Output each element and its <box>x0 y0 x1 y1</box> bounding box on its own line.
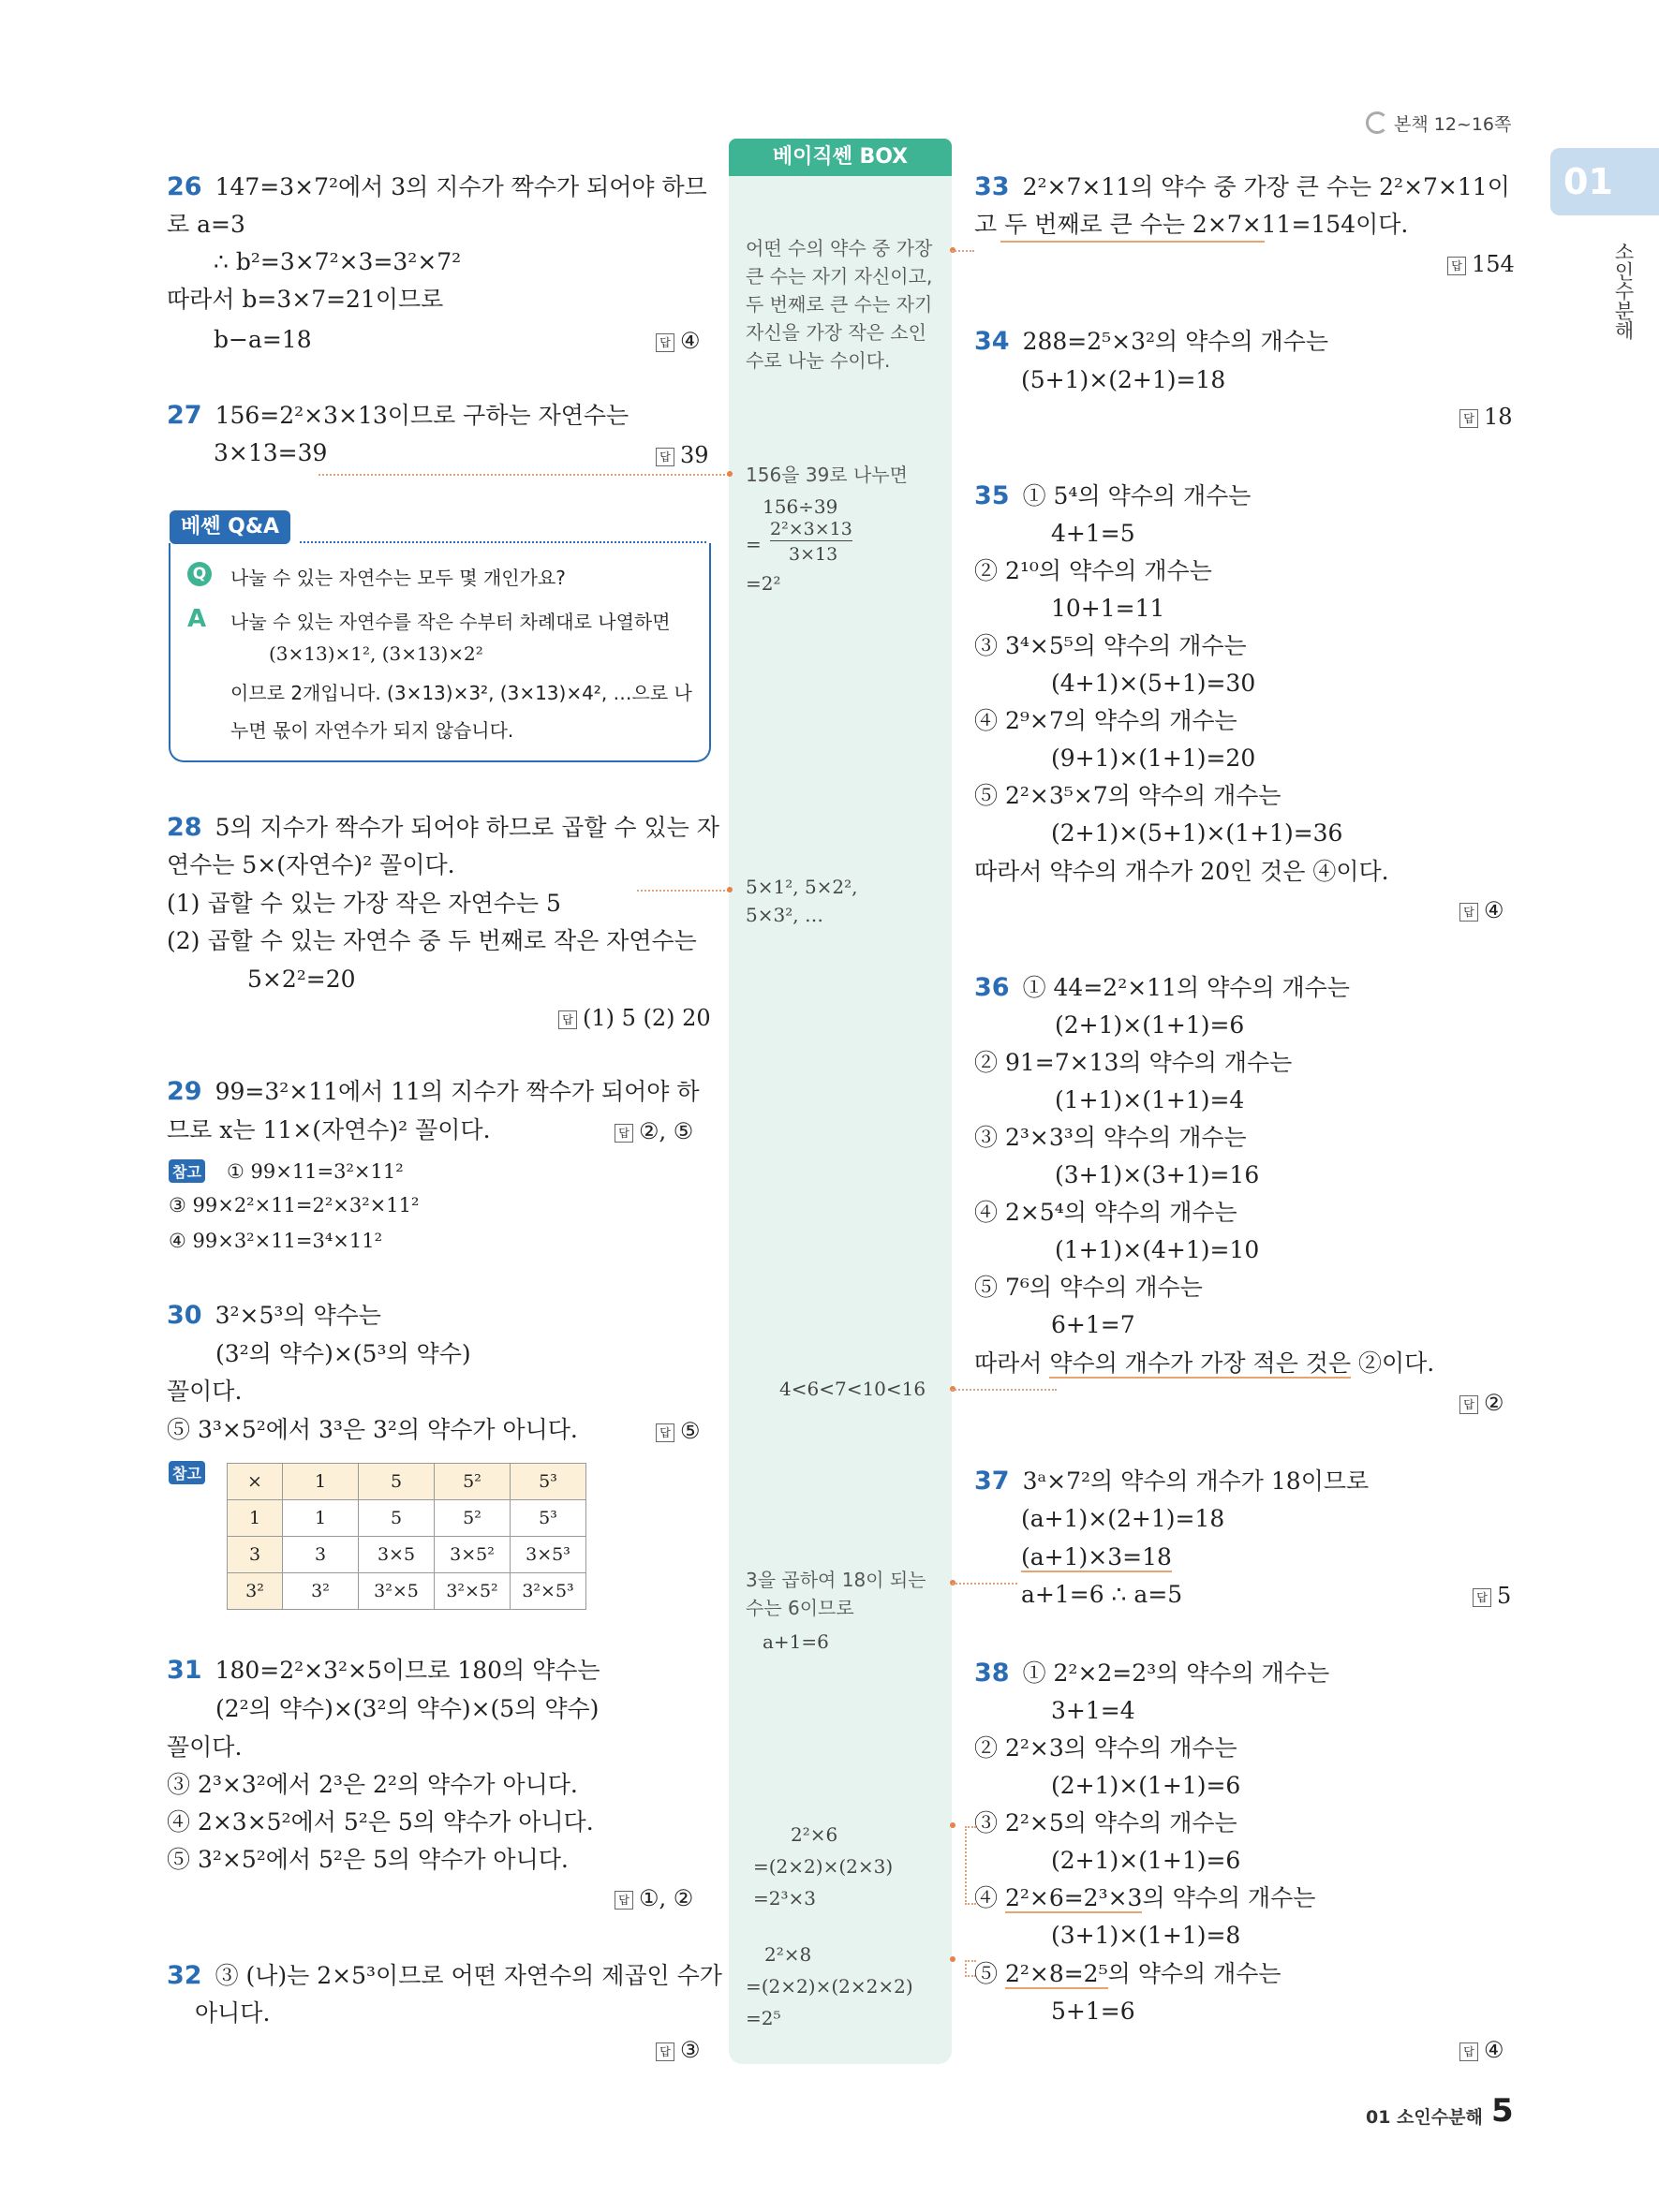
ref-badge: 참고 <box>169 1461 205 1484</box>
problem-37-l4: a+1=6 ∴ a=5 <box>1021 1581 1183 1608</box>
chapter-tab-title: 소인수분해 <box>1612 242 1635 340</box>
answer-31: 답 ①, ② <box>615 1885 693 1911</box>
problem-35-l3: ② 2¹⁰의 약수의 개수는 <box>974 557 1212 584</box>
qa-answer-l3: 이므로 2개입니다. (3×13)×3², (3×13)×4², …으로 나 <box>230 682 692 704</box>
qa-badge <box>170 510 290 544</box>
side-note-1: 어떤 수의 약수 중 가장 큰 수는 자기 자신이고, 두 번째로 큰 수는 자기 자신을 가장 작은 소인 수로 나눈 수이다. <box>746 237 933 372</box>
problem-27-l1: 27 156=2²×3×13이므로 구하는 자연수는 <box>167 401 630 430</box>
side-note-4: 4<6<7<10<16 <box>779 1378 926 1400</box>
problem-31-l4: ③ 2³×3²에서 2³은 2²의 약수가 아니다. <box>167 1771 578 1798</box>
side-note-3: 5×1², 5×2², 5×3², … <box>746 876 858 926</box>
answer-icon: 답 <box>656 448 674 466</box>
leader-dot <box>950 1822 955 1828</box>
problem-38-l3: ② 2²×3의 약수의 개수는 <box>974 1734 1237 1762</box>
problem-27-l2: 3×13=39 <box>214 439 328 466</box>
chapter-tab-num: 01 <box>1563 161 1613 202</box>
problem-28-l2: 연수는 5×(자연수)² 꼴이다. <box>167 851 455 878</box>
side-note-5: 3을 곱하여 18이 되는 수는 6이므로 <box>746 1569 926 1619</box>
underline-37: (a+1)×3=18 <box>1021 1543 1172 1571</box>
problem-36-l10: 6+1=7 <box>1051 1311 1135 1338</box>
problem-35-l2: 4+1=5 <box>1051 520 1135 547</box>
problem-38-l6: (2+1)×(1+1)=6 <box>1051 1847 1241 1874</box>
answer-35: 답 ④ <box>1459 897 1504 923</box>
problem-34-l2: (5+1)×(2+1)=18 <box>1021 366 1226 393</box>
problem-32-l1: 32 ③ (나)는 2×5³이므로 어떤 자연수의 제곱인 수가 <box>167 1961 722 1990</box>
problem-26-l1: 26 147=3×7²에서 3의 지수가 짝수가 되어야 하므 <box>167 172 707 201</box>
answer-36: 답 ② <box>1459 1390 1504 1416</box>
leader-dot <box>950 1956 955 1962</box>
answer-33: 답 154 <box>1447 251 1515 277</box>
problem-36-l8: (1+1)×(4+1)=10 <box>1055 1236 1260 1263</box>
problem-38-l2: 3+1=4 <box>1051 1697 1135 1724</box>
answer-icon: 답 <box>1459 903 1478 922</box>
underline-36: 약수의 개수가 가장 적은 것은 <box>1049 1349 1351 1377</box>
answer-27: 답 39 <box>656 442 709 468</box>
divisor-table <box>227 1463 586 1610</box>
problem-35-l11: 따라서 약수의 개수가 20인 것은 ④이다. <box>974 858 1389 885</box>
answer-icon: 답 <box>558 1010 577 1029</box>
table-row: 3² 3² 3²×5 3²×5² 3²×5³ <box>228 1573 586 1610</box>
answer-icon: 답 <box>1473 1588 1491 1607</box>
problem-35-l7: ④ 2⁹×7의 약수의 개수는 <box>974 707 1237 734</box>
book-icon <box>1366 111 1388 134</box>
problem-38-l5: ③ 2²×5의 약수의 개수는 <box>974 1809 1237 1836</box>
qa-answer-l2: (3×13)×1², (3×13)×2² <box>269 642 483 665</box>
problem-29-ref3: ④ 99×3²×11=3⁴×11² <box>169 1230 383 1252</box>
problem-28-l1: 28 5의 지수가 짝수가 되어야 하므로 곱할 수 있는 자 <box>167 813 719 842</box>
problem-38-l10: 5+1=6 <box>1051 1998 1135 2025</box>
problem-38-l4: (2+1)×(1+1)=6 <box>1051 1772 1241 1799</box>
answer-26: 답 ④ <box>656 328 701 354</box>
problem-28-l5: 5×2²=20 <box>247 966 356 993</box>
table-row: × 1 5 5² 5³ <box>228 1464 586 1500</box>
leader-line <box>952 1389 1057 1391</box>
problem-35-l9: ⑤ 2²×3⁵×7의 약수의 개수는 <box>974 782 1281 809</box>
answer-icon: 답 <box>1459 2042 1478 2061</box>
problem-28-l4: (2) 곱할 수 있는 자연수 중 두 번째로 작은 자연수는 <box>167 927 697 954</box>
side-note-5-eq: a+1=6 <box>763 1630 829 1653</box>
problem-33-l1: 33 2²×7×11의 약수 중 가장 큰 수는 2²×7×11이 <box>974 172 1510 201</box>
problem-30-l2: (3²의 약수)×(5³의 약수) <box>215 1340 471 1367</box>
side-note-7: 2²×8 =(2×2)×(2×2×2) =2⁵ <box>746 1943 913 2029</box>
underline-33 <box>1000 241 1265 243</box>
basic-box-title <box>729 139 952 176</box>
answer-34: 답 18 <box>1459 404 1513 430</box>
side-note-2-eq: = <box>746 533 762 555</box>
underline-38a: 2²×6=2³×3 <box>1004 1884 1143 1911</box>
problem-35-l6: (4+1)×(5+1)=30 <box>1051 670 1256 697</box>
problem-35-l8: (9+1)×(1+1)=20 <box>1051 745 1256 772</box>
table-row: 1 1 5 5² 5³ <box>228 1500 586 1537</box>
problem-36-l2: (2+1)×(1+1)=6 <box>1055 1011 1245 1039</box>
side-note-2-l2: =2² <box>746 572 781 595</box>
a-icon: A <box>187 605 207 633</box>
answer-icon: 답 <box>656 333 674 352</box>
problem-32-l2: 아니다. <box>195 1999 271 2027</box>
problem-36-l11: 따라서 약수의 개수가 가장 적은 것은 ②이다. <box>974 1349 1435 1377</box>
problem-35-l10: (2+1)×(5+1)×(1+1)=36 <box>1051 819 1343 847</box>
side-note-2-den: 3×13 <box>789 544 838 565</box>
problem-35-l4: 10+1=11 <box>1051 595 1165 622</box>
side-note-2-title: 156을 39로 나누면 <box>746 464 908 486</box>
problem-26-l2: 로 a=3 <box>167 211 245 238</box>
answer-icon: 답 <box>615 1124 633 1143</box>
problem-36-l7: ④ 2×5⁴의 약수의 개수는 <box>974 1199 1237 1226</box>
problem-36-l1: 36 ① 44=2²×11의 약수의 개수는 <box>974 973 1350 1002</box>
problem-29-l2: 므로 x는 11×(자연수)² 꼴이다. <box>167 1116 491 1143</box>
problem-31-l1: 31 180=2²×3²×5이므로 180의 약수는 <box>167 1656 600 1685</box>
problem-26-l5: b−a=18 <box>214 326 312 353</box>
problem-36-l6: (3+1)×(3+1)=16 <box>1055 1161 1260 1188</box>
problem-26-l4: 따라서 b=3×7=21이므로 <box>167 286 444 313</box>
answer-icon: 답 <box>1459 1395 1478 1414</box>
problem-36-l9: ⑤ 7⁶의 약수의 개수는 <box>974 1274 1203 1301</box>
problem-31-l6: ⑤ 3²×5²에서 5²은 5의 약수가 아니다. <box>167 1846 569 1873</box>
leader-line <box>318 474 729 476</box>
answer-icon: 답 <box>1447 257 1466 275</box>
problem-30-l3: 꼴이다. <box>167 1378 243 1405</box>
page-number: 5 <box>1491 2092 1514 2130</box>
leader-dot <box>727 471 733 477</box>
problem-28-l3: (1) 곱할 수 있는 가장 작은 자연수는 5 <box>167 890 561 917</box>
answer-37: 답 5 <box>1473 1583 1511 1609</box>
answer-30: 답 ⑤ <box>656 1418 701 1444</box>
problem-36-l4: (1+1)×(1+1)=4 <box>1055 1086 1245 1113</box>
book-ref: 본책 12~16쪽 <box>1366 111 1511 136</box>
answer-28: 답 (1) 5 (2) 20 <box>558 1005 711 1031</box>
leader-dot <box>727 887 733 892</box>
problem-38-l7: ④ 2²×6=2³×3의 약수의 개수는 <box>974 1884 1316 1911</box>
problem-31-l2: (2²의 약수)×(3²의 약수)×(5의 약수) <box>215 1695 600 1722</box>
underline-38b: 2²×8=2⁵ <box>1004 1960 1108 1987</box>
problem-36-l3: ② 91=7×13의 약수의 개수는 <box>974 1049 1293 1076</box>
qa-question: 나눌 수 있는 자연수는 모두 몇 개인가요? <box>230 567 566 589</box>
answer-icon: 답 <box>656 1423 674 1442</box>
problem-35-l5: ③ 3⁴×5⁵의 약수의 개수는 <box>974 632 1247 659</box>
problem-35-l1: 35 ① 5⁴의 약수의 개수는 <box>974 481 1252 510</box>
qa-answer-l4: 누면 몫이 자연수가 되지 않습니다. <box>230 719 514 742</box>
basic-box-title-text: 베이직쎈 BOX <box>772 145 909 169</box>
side-note-2-num: 2²×3×13 <box>770 519 852 539</box>
table-row: 3 3 3×5 3×5² 3×5³ <box>228 1537 586 1573</box>
qa-answer-l1: 나눌 수 있는 자연수를 작은 수부터 차례대로 나열하면 <box>230 611 671 633</box>
problem-33-l2: 고 두 번째로 큰 수는 2×7×11=154이다. <box>974 211 1409 238</box>
leader-line <box>952 1583 1017 1585</box>
problem-36-l5: ③ 2³×3³의 약수의 개수는 <box>974 1124 1247 1151</box>
leader-line <box>952 250 974 252</box>
problem-29-ref1: ① 99×11=3²×11² <box>227 1160 404 1183</box>
answer-29: 답 ②, ⑤ <box>615 1118 693 1144</box>
qa-dotted-top <box>300 541 706 543</box>
problem-38-l8: (3+1)×(1+1)=8 <box>1051 1922 1241 1949</box>
side-note-6: 2²×6 =(2×2)×(2×3) =2³×3 <box>753 1823 894 1910</box>
answer-icon: 답 <box>656 2042 674 2061</box>
chapter-tab <box>1550 148 1659 215</box>
problem-38-l9: ⑤ 2²×8=2⁵의 약수의 개수는 <box>974 1960 1281 1987</box>
footer-chapter: 01 소인수분해 <box>1366 2107 1483 2128</box>
problem-38-l1: 38 ① 2²×2=2³의 약수의 개수는 <box>974 1659 1330 1688</box>
leader-line <box>637 890 729 892</box>
q-icon: Q <box>187 562 212 586</box>
side-note-2-l1: 156÷39 <box>763 495 838 518</box>
answer-38: 답 ④ <box>1459 2037 1504 2063</box>
problem-29-l1: 29 99=3²×11에서 11의 지수가 짝수가 되어야 하 <box>167 1077 700 1106</box>
answer-icon: 답 <box>615 1891 633 1910</box>
problem-37-l1: 37 3ᵃ×7²의 약수의 개수가 18이므로 <box>974 1467 1370 1496</box>
problem-31-l3: 꼴이다. <box>167 1733 243 1761</box>
problem-30-l1: 30 3²×5³의 약수는 <box>167 1301 381 1330</box>
qa-badge-text: 베쎈 Q&A <box>181 515 280 538</box>
problem-29-ref2: ③ 99×2²×11=2²×3²×11² <box>169 1194 420 1217</box>
problem-37-l2: (a+1)×(2+1)=18 <box>1021 1505 1225 1532</box>
basic-box-column <box>729 155 952 2064</box>
problem-26-l3: ∴ b²=3×7²×3=3²×7² <box>214 248 462 275</box>
answer-32: 답 ③ <box>656 2037 701 2063</box>
problem-30-l4: ⑤ 3³×5²에서 3³은 3²의 약수가 아니다. <box>167 1416 578 1443</box>
answer-icon: 답 <box>1459 409 1478 428</box>
problem-31-l5: ④ 2×3×5²에서 5²은 5의 약수가 아니다. <box>167 1808 594 1836</box>
problem-37-l3 <box>1021 1541 1172 1573</box>
problem-34-l1: 34 288=2⁵×3²의 약수의 개수는 <box>974 327 1328 356</box>
ref-badge: 참고 <box>169 1159 205 1183</box>
